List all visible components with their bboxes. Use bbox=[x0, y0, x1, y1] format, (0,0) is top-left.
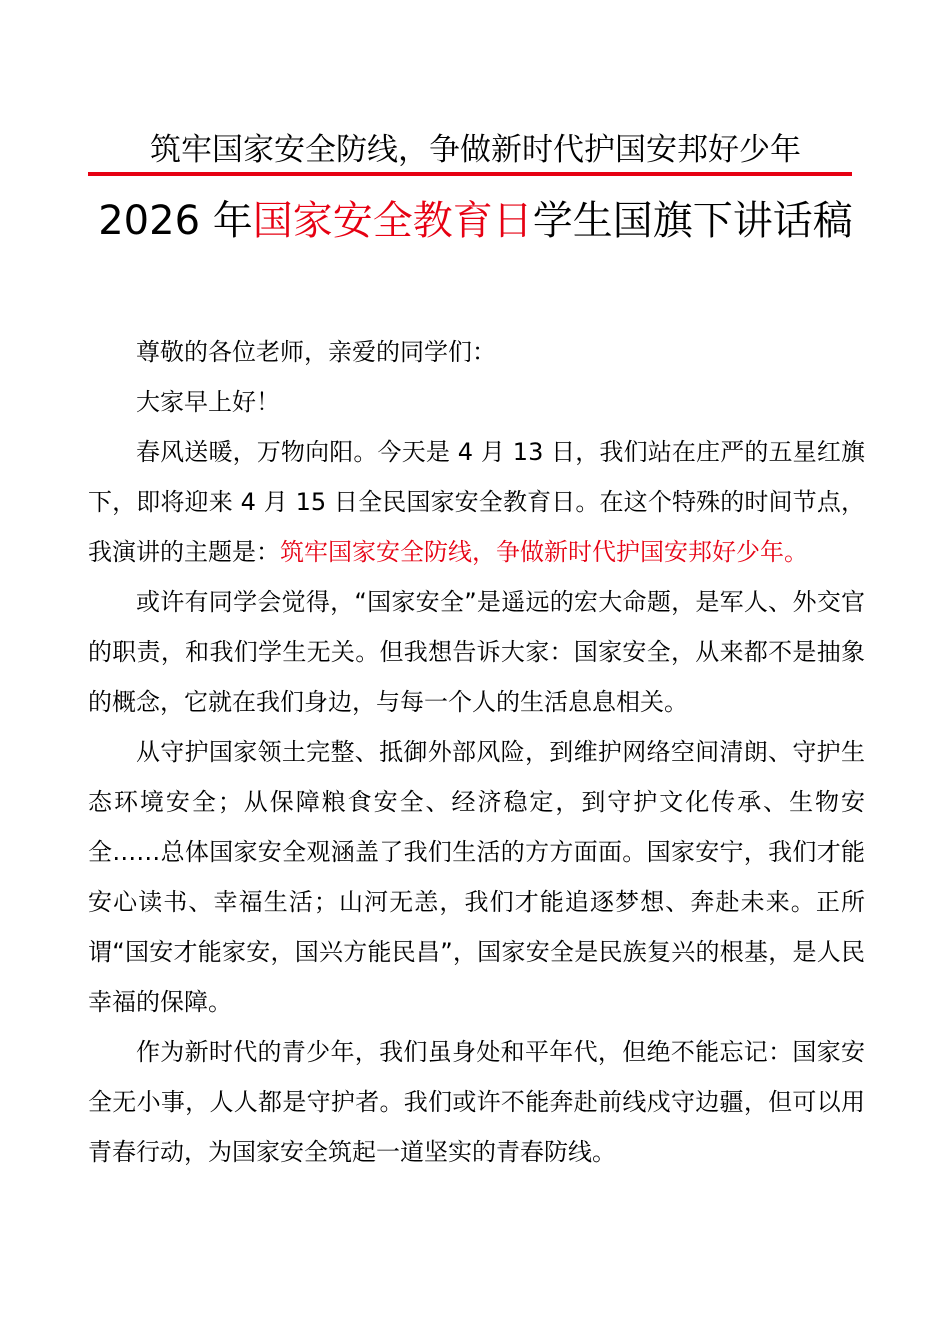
document-subtitle: 筑牢国家安全防线，争做新时代护国安邦好少年 bbox=[150, 132, 801, 168]
speech-theme: 筑牢国家安全防线，争做新时代护国安邦好少年。 bbox=[280, 538, 808, 566]
salutation-paragraph: 尊敬的各位老师，亲爱的同学们： bbox=[136, 338, 496, 366]
body-paragraph-3: 作为新时代的青少年，我们虽身处和平年代，但绝不能忘记：国家安全无小事，人人都是守护者。我们或许不能奔赴前线戍守边疆，但可以用青春行动，为国家安全筑起一道坚实的青春防线。 bbox=[88, 1038, 865, 1166]
greeting-paragraph: 大家早上好！ bbox=[136, 388, 280, 416]
body-paragraph-2: 从守护国家领土完整、抵御外部风险，到维护网络空间清朗、守护生态环境安全；从保障粮食安全、经济稳定，到守护文化传承、生物安全……总体国家安全观涵盖了我们生活的方方面面。国家安宁，我们才能安心读书、幸福生活；山河无恙，我们才能追逐梦想、奔赴未来。正所谓“国安才能家安，国兴方能民昌”，国家安全是民族复兴的根基，是人民幸福的保障。 bbox=[88, 738, 865, 1016]
body-paragraph-1: 或许有同学会觉得，“国家安全”是遥远的宏大命题，是军人、外交官的职责，和我们学生无关。但我想告诉大家：国家安全，从来都不是抽象的概念，它就在我们身边，与每一个人的生活息息相关。 bbox=[88, 588, 865, 716]
title-highlight: 国家安全教育日 bbox=[252, 198, 533, 244]
document-title bbox=[88, 186, 863, 256]
intro-text: 春风送暖，万物向阳。今天是 4 月 13 日，我们站在庄严的五星红旗下，即将迎来 4 月 15 日全民国家安全教育日。在这个特殊的时间节点，我演讲的主题是： bbox=[88, 438, 865, 566]
document-body bbox=[88, 327, 865, 1177]
red-divider-line bbox=[88, 172, 852, 176]
title-prefix: 2026 年 bbox=[98, 198, 253, 244]
title-suffix: 学生国旗下讲话稿 bbox=[532, 198, 853, 244]
intro-paragraph bbox=[88, 427, 865, 577]
